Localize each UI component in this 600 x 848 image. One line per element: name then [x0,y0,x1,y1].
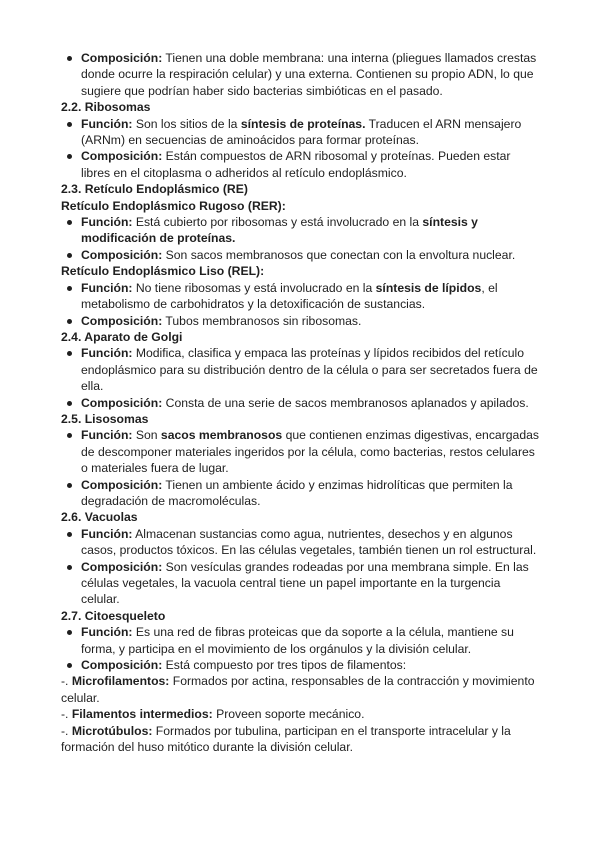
funcion-text: Está cubierto por ribosomas y está involucrado en la [132,215,423,230]
list-item [61,427,541,476]
filament-microfilamentos [61,673,541,706]
composicion-label: Composición: [81,559,163,574]
section-heading-lisosomas: 2.5. Lisosomas [61,411,149,426]
composicion-text: Tubos membranosos sin ribosomas. [162,313,362,328]
mitocondria-list [61,50,541,99]
filament-intermedios [61,706,541,722]
list-item [61,148,541,181]
funcion-text: , el metabolismo de carbohidratos y la detoxificación de sustancias. [81,280,498,312]
list-item [61,395,541,411]
funcion-label: Función: [81,280,133,295]
ribosomas-list [61,116,541,182]
funcion-emphasis: síntesis de lípidos [375,280,482,295]
filament-prefix: -. [61,674,72,689]
filament-microtubulos [61,723,541,756]
composicion-label: Composición: [81,395,163,410]
composicion-label: Composición: [81,313,163,328]
list-item [61,280,541,313]
composicion-text: Tienen una doble membrana: una interna (pliegues llamados crestas donde ocurre la respiración celular) y una externa. Contienen su propio ADN, lo que sugiere que podrían haber sido bacterias simbióticas en el pasado. [81,51,537,98]
golgi-list [61,345,541,411]
funcion-text: Son [132,428,161,443]
funcion-label: Función: [81,116,133,131]
composicion-text: Son sacos membranosos que conectan con la envoltura nuclear. [162,247,516,262]
filament-prefix: -. [61,707,72,722]
funcion-label: Función: [81,215,133,230]
list-item [61,526,541,559]
composicion-text: Está compuesto por tres tipos de filamentos: [162,658,407,673]
funcion-emphasis: sacos membranosos [160,428,283,443]
funcion-text: Es una red de fibras proteicas que da soporte a la célula, mantiene su forma, y participa en el movimiento de los orgánulos y la división celular. [81,625,514,656]
citoesqueleto-list [61,624,541,673]
filament-label: Filamentos intermedios: [71,707,213,722]
section-heading-golgi: 2.4. Aparato de Golgi [61,329,183,344]
filament-label: Microfilamentos: [71,674,170,689]
funcion-text: Son los sitios de la [132,116,241,131]
list-item [61,313,541,329]
filament-prefix: -. [61,723,72,738]
list-item [61,657,541,673]
filament-label: Microtúbulos: [71,723,153,738]
list-item [61,214,541,247]
section-heading-ribosomas: 2.2. Ribosomas [61,100,151,115]
composicion-label: Composición: [81,658,163,673]
funcion-label: Función: [81,346,133,361]
filament-text: Formados por tubulina, participan en el transporte intracelular y la formación del huso mitótico durante la división celular. [61,723,511,755]
list-item [61,116,541,149]
lisosomas-list [61,427,541,509]
section-heading-citoesqueleto: 2.7. Citoesqueleto [61,608,166,623]
funcion-label: Función: [81,428,133,443]
document-content [61,50,541,755]
section-heading-reticulo: 2.3. Retículo Endoplásmico (RE) [61,182,248,197]
list-item [61,50,541,99]
section-heading-vacuolas: 2.6. Vacuolas [61,510,138,525]
composicion-text: Son vesículas grandes rodeadas por una membrana simple. En las células vegetales, la vacuola central tiene un papel importante en la turgencia celular. [81,559,529,607]
subheading-rer: Retículo Endoplásmico Rugoso (RER): [61,198,286,213]
composicion-label: Composición: [81,51,163,65]
funcion-text: Traducen el ARN mensajero (ARNm) en secuencias de aminoácidos para formar proteínas. [81,116,522,148]
funcion-emphasis: síntesis y modificación de proteínas. [81,215,478,246]
rel-list [61,280,541,329]
filament-text: Formados por actina, responsables de la contracción y movimiento celular. [61,674,535,705]
subheading-rel: Retículo Endoplásmico Liso (REL): [61,264,265,279]
composicion-text: Consta de una serie de sacos membranosos aplanados y apilados. [162,395,529,410]
funcion-label: Función: [81,526,133,541]
list-item [61,345,541,394]
funcion-label: Función: [81,625,133,640]
list-item [61,559,541,608]
filament-text: Proveen soporte mecánico. [212,707,365,722]
list-item [61,624,541,657]
composicion-label: Composición: [81,149,163,164]
funcion-text: que contienen enzimas digestivas, encargadas de descomponer materiales ingeridos por la célula, como bacterias, restos celulares o materiales fuera de lugar. [81,428,539,476]
rer-list [61,214,541,263]
vacuolas-list [61,526,541,608]
composicion-text: Tienen un ambiente ácido y enzimas hidrolíticas que permiten la degradación de macromoléculas. [81,477,513,508]
composicion-label: Composición: [81,247,163,262]
funcion-text: No tiene ribosomas y está involucrado en la [132,280,376,295]
composicion-label: Composición: [81,477,163,492]
funcion-text: Modifica, clasifica y empaca las proteínas y lípidos recibidos del retículo endoplásmico para su distribución dentro de la célula o para ser secretados fuera de ella. [81,346,538,394]
list-item [61,477,541,510]
composicion-text: Están compuestos de ARN ribosomal y proteínas. Pueden estar libres en el citoplasma o adheridos al retículo endoplásmico. [81,149,511,180]
funcion-text: Almacenan sustancias como agua, nutrientes, desechos y en algunos casos, productos tóxicos. En las células vegetales, también tienen un rol estructural. [81,526,537,558]
list-item [61,247,541,263]
funcion-emphasis: síntesis de proteínas. [240,116,366,131]
